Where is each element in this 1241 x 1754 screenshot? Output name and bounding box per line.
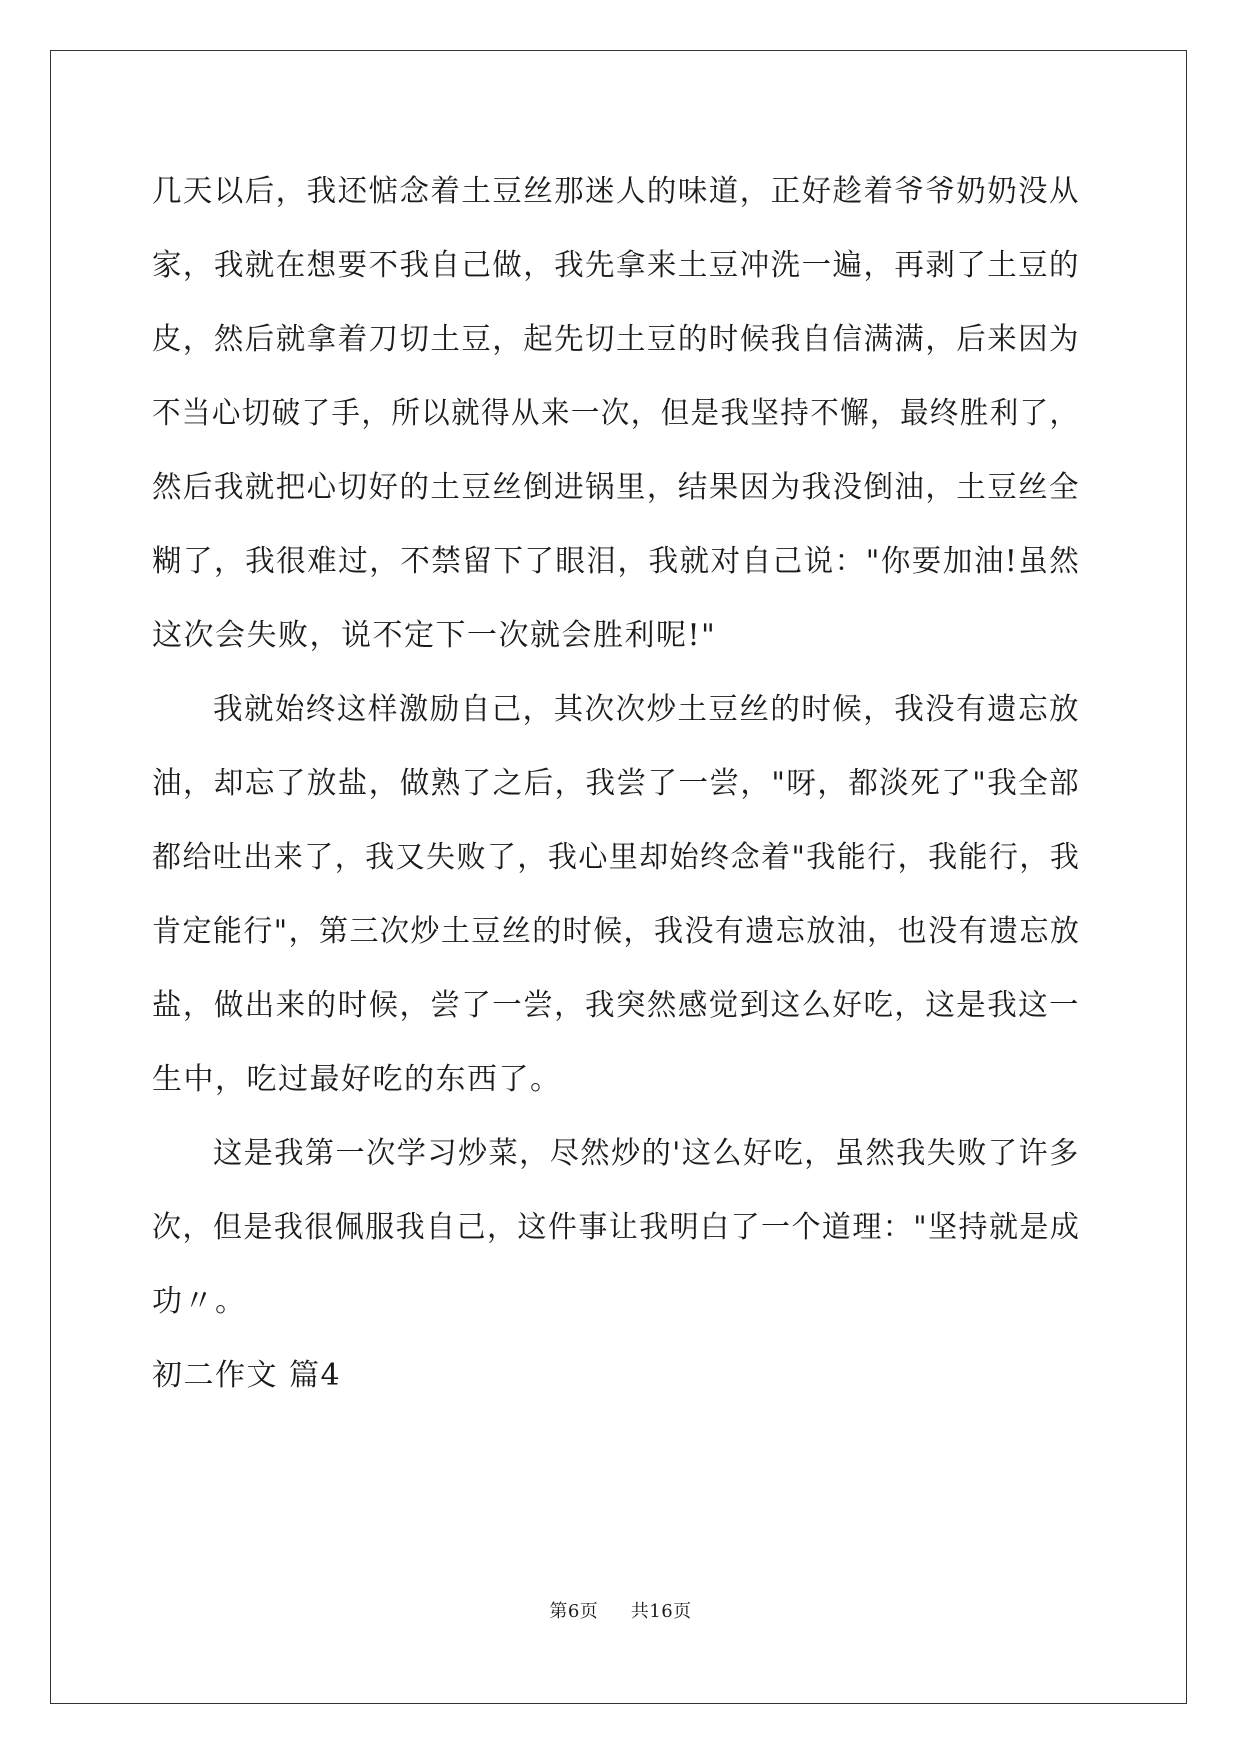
paragraph-2-line-6: 生中，吃过最好吃的东西了。 xyxy=(152,1062,562,1097)
paragraph-1-line-1: 几天以后，我还惦念着土豆丝那迷人的味道，正好趁着爷爷奶奶没从 xyxy=(152,174,1080,209)
page-total: 共16页 xyxy=(630,1601,692,1622)
paragraph-1-line-4: 不当心切破了手，所以就得从来一次，但是我坚持不懈，最终胜利了， xyxy=(152,396,1080,431)
paragraph-2-line-5: 盐，做出来的时候，尝了一尝，我突然感觉到这么好吃，这是我这一 xyxy=(152,988,1080,1023)
paragraph-2-line-3: 都给吐出来了，我又失败了，我心里却始终念着"我能行，我能行，我 xyxy=(152,840,1081,875)
paragraph-3-line-2: 次，但是我很佩服我自己，这件事让我明白了一个道理："坚持就是成 xyxy=(152,1210,1081,1245)
paragraph-1-line-7: 这次会失败，说不定下一次就会胜利呢!" xyxy=(152,618,717,653)
paragraph-1-line-5: 然后我就把心切好的土豆丝倒进锅里，结果因为我没倒油，土豆丝全 xyxy=(152,470,1080,505)
section-heading: 初二作文 篇4 xyxy=(152,1358,342,1393)
paragraph-3-line-1: 这是我第一次学习炒菜，尽然炒的'这么好吃，虽然我失败了许多 xyxy=(213,1136,1080,1171)
paragraph-3-line-3: 功〃。 xyxy=(152,1284,247,1319)
paragraph-1-line-2: 家，我就在想要不我自己做，我先拿来土豆冲洗一遍，再剥了土豆的 xyxy=(152,248,1080,283)
paragraph-1-line-6: 糊了，我很难过，不禁留下了眼泪，我就对自己说："你要加油!虽然 xyxy=(152,544,1081,579)
paragraph-2-line-1: 我就始终这样激励自己，其次次炒土豆丝的时候，我没有遗忘放 xyxy=(213,692,1081,727)
paragraph-2-line-4: 肯定能行"，第三次炒土豆丝的时候，我没有遗忘放油，也没有遗忘放 xyxy=(152,914,1081,949)
page-footer xyxy=(0,1600,1241,1624)
page-number: 第6页 xyxy=(549,1601,599,1622)
paragraph-1-line-3: 皮，然后就拿着刀切土豆，起先切土豆的时候我自信满满，后来因为 xyxy=(152,322,1080,357)
paragraph-2-line-2: 油，却忘了放盐，做熟了之后，我尝了一尝，"呀，都淡死了"我全部 xyxy=(152,766,1081,801)
